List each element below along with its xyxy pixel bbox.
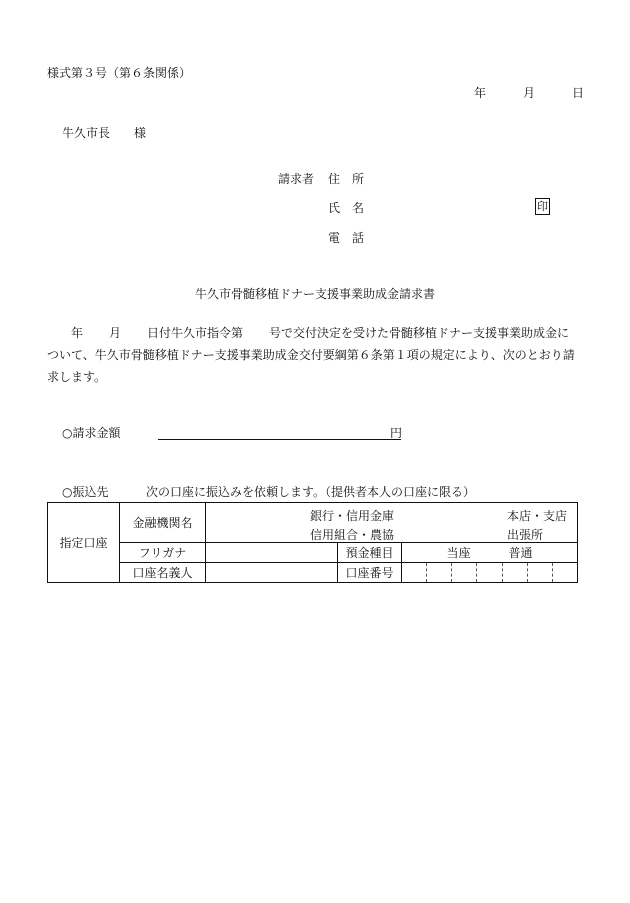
account-number-label: 口座番号 xyxy=(345,566,394,580)
institution-label-cell xyxy=(120,503,206,543)
seal-mark: 印 xyxy=(537,200,548,213)
institution-types-1: 銀行・信用金庫 xyxy=(310,509,395,523)
form-number: 様式第３号（第６条関係） xyxy=(47,66,192,80)
deposit-current-option[interactable]: 当座 xyxy=(446,546,471,560)
amount-unit: 円 xyxy=(390,426,403,440)
designated-account-label: 指定口座 xyxy=(59,536,108,550)
transfer-label: ○振込先 xyxy=(62,485,109,499)
deposit-type-label-cell xyxy=(338,543,402,563)
applicant-label: 請求者 xyxy=(278,172,315,186)
furigana-field[interactable] xyxy=(206,543,338,563)
statement-line-1-rest: 号で交付決定を受けた骨髄移植ドナー支援事業助成金に xyxy=(269,326,570,340)
branch-types-2: 出張所 xyxy=(507,528,544,542)
statement-year: 年 xyxy=(71,326,84,340)
institution-types-2: 信用組合・農協 xyxy=(310,528,395,542)
date-day-label: 日 xyxy=(572,86,585,100)
account-number-label-cell xyxy=(338,563,402,583)
furigana-label-cell xyxy=(120,543,206,563)
document-title: 牛久市骨髄移植ドナー支援事業助成金請求書 xyxy=(194,287,435,301)
date-month-label: 月 xyxy=(523,86,536,100)
deposit-type-label: 預金種目 xyxy=(345,546,394,560)
name-label: 氏 名 xyxy=(328,201,365,215)
account-digit-box[interactable] xyxy=(476,563,501,582)
statement-month: 月 xyxy=(109,326,122,340)
account-number-field[interactable] xyxy=(402,563,578,583)
account-number-digit-boxes xyxy=(402,563,577,582)
account-digit-box[interactable] xyxy=(451,563,476,582)
account-digit-box[interactable] xyxy=(502,563,527,582)
account-digit-box[interactable] xyxy=(552,563,577,582)
branch-types-1: 本店・支店 xyxy=(507,509,568,523)
holder-field[interactable] xyxy=(206,563,338,583)
address-label: 住 所 xyxy=(328,172,365,186)
furigana-label: フリガナ xyxy=(138,546,187,560)
phone-label: 電 話 xyxy=(328,231,365,245)
statement-line-3: 求します。 xyxy=(47,370,107,384)
account-digit-box[interactable] xyxy=(402,563,426,582)
transfer-note: 次の口座に振込みを依頼します。（提供者本人の口座に限る） xyxy=(146,485,476,499)
institution-label: 金融機関名 xyxy=(132,516,193,530)
account-table xyxy=(47,502,578,583)
deposit-ordinary-option[interactable]: 普通 xyxy=(508,546,533,560)
holder-label-cell xyxy=(120,563,206,583)
account-digit-box[interactable] xyxy=(426,563,451,582)
statement-line-1 xyxy=(47,322,585,344)
statement-order: 日付牛久市指令第 xyxy=(147,326,244,340)
holder-label: 口座名義人 xyxy=(132,566,193,580)
deposit-type-options[interactable] xyxy=(402,543,578,563)
request-amount-label: ○請求金額 xyxy=(62,426,121,440)
statement-line-2: ついて、牛久市骨髄移植ドナー支援事業助成金交付要綱第６条第１項の規定により、次のとおり請 xyxy=(47,348,575,362)
date-year-label: 年 xyxy=(474,86,487,100)
account-digit-box[interactable] xyxy=(527,563,552,582)
request-statement xyxy=(47,322,585,388)
designated-account-cell xyxy=(48,503,120,583)
addressee: 牛久市長 様 xyxy=(62,126,147,140)
institution-name-field[interactable] xyxy=(206,503,578,543)
amount-field[interactable] xyxy=(158,439,401,440)
